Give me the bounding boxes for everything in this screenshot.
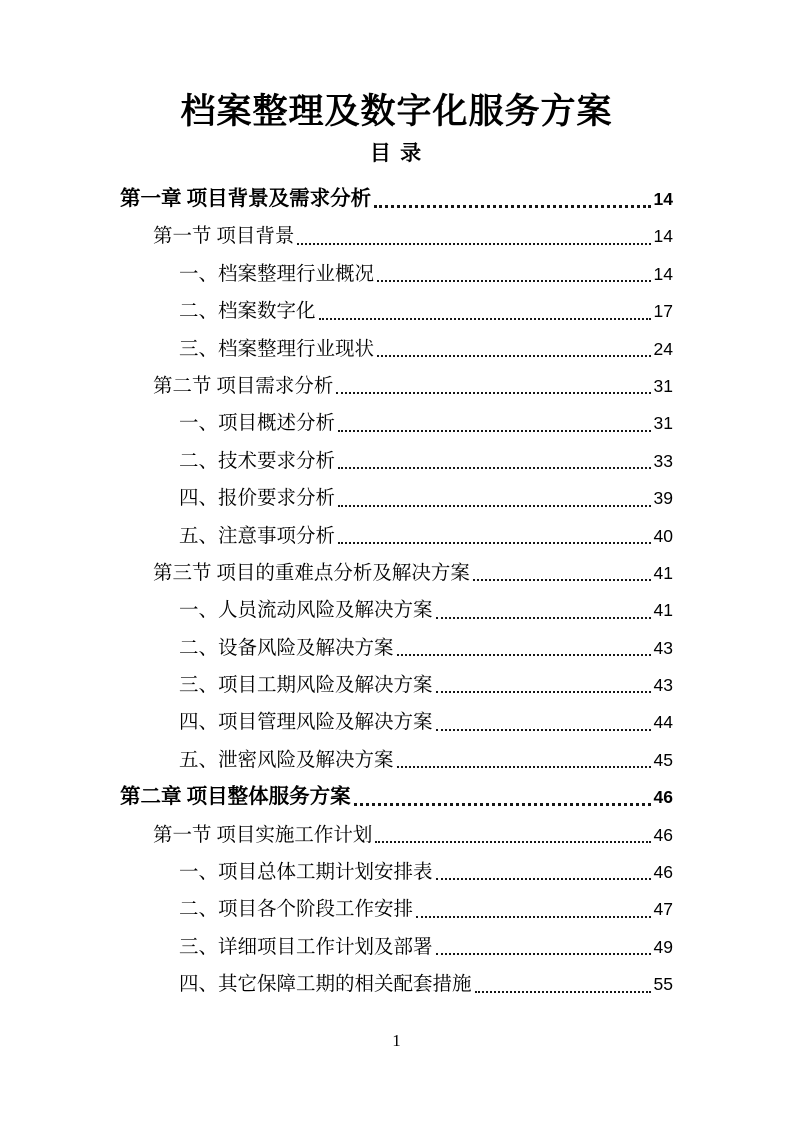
toc-entry-page: 33	[653, 450, 673, 471]
toc-leader-dots	[338, 542, 651, 544]
toc-leader-dots	[336, 392, 650, 394]
toc-entry-page: 47	[653, 899, 673, 920]
toc-entry-label: 第一章 项目背景及需求分析	[120, 188, 372, 210]
toc-entry-label: 第一节 项目背景	[153, 226, 295, 248]
toc-entry[interactable]	[120, 891, 673, 928]
toc-entry-page: 43	[653, 675, 673, 696]
toc-entry[interactable]	[120, 630, 673, 667]
toc-entry[interactable]	[120, 293, 673, 330]
toc-entry[interactable]	[120, 704, 673, 741]
toc-entry-page: 14	[653, 226, 673, 247]
toc-entry[interactable]	[120, 779, 673, 816]
toc-entry-label: 第二章 项目整体服务方案	[120, 786, 351, 809]
toc-entry-label: 一、人员流动风险及解决方案	[179, 600, 433, 622]
toc-entry-page: 14	[653, 263, 673, 284]
toc-entry[interactable]	[120, 443, 673, 480]
toc-leader-dots	[319, 318, 651, 320]
toc-entry-label: 第一节 项目实施工作计划	[153, 824, 373, 846]
toc-heading: 目 录	[369, 141, 424, 165]
toc-leader-dots	[377, 280, 651, 282]
toc-leader-dots	[436, 691, 651, 693]
toc-leader-dots	[397, 766, 651, 768]
toc-entry-label: 二、技术要求分析	[179, 450, 336, 472]
toc-entry[interactable]	[120, 854, 673, 891]
toc-entry[interactable]	[120, 368, 673, 405]
toc-entry-label: 四、其它保障工期的相关配套措施	[179, 974, 472, 996]
toc-entry[interactable]	[120, 742, 673, 779]
toc-entry-page: 46	[653, 824, 673, 845]
toc-entry-page: 14	[653, 189, 673, 209]
page-number: 1	[392, 1031, 401, 1050]
toc-entry-label: 第二节 项目需求分析	[153, 375, 334, 397]
table-of-contents	[120, 181, 673, 1004]
toc-leader-dots	[377, 355, 651, 357]
toc-entry-page: 44	[653, 712, 673, 733]
toc-entry[interactable]	[120, 592, 673, 629]
toc-entry-page: 31	[653, 375, 673, 396]
toc-entry-label: 一、项目总体工期计划安排表	[179, 862, 433, 884]
toc-entry[interactable]	[120, 181, 673, 218]
toc-entry-label: 二、档案数字化	[179, 301, 316, 323]
toc-entry-label: 二、项目各个阶段工作安排	[179, 899, 414, 921]
toc-entry[interactable]	[120, 667, 673, 704]
toc-leader-dots	[338, 467, 651, 469]
toc-entry-page: 40	[653, 525, 673, 546]
toc-leader-dots	[475, 991, 651, 993]
toc-entry[interactable]	[120, 218, 673, 255]
toc-leader-dots	[375, 841, 650, 843]
toc-entry[interactable]	[120, 555, 673, 592]
toc-entry[interactable]	[120, 966, 673, 1003]
toc-entry[interactable]	[120, 256, 673, 293]
document-title: 档案整理及数字化服务方案	[180, 92, 613, 131]
toc-entry-page: 41	[653, 600, 673, 621]
toc-entry-label: 三、项目工期风险及解决方案	[179, 675, 433, 697]
toc-entry[interactable]	[120, 817, 673, 854]
toc-entry-label: 四、项目管理风险及解决方案	[179, 712, 433, 734]
toc-entry-label: 二、设备风险及解决方案	[179, 637, 394, 659]
toc-entry-page: 39	[653, 488, 673, 509]
toc-entry-page: 46	[653, 862, 673, 883]
toc-entry-page: 41	[653, 562, 673, 583]
toc-entry[interactable]	[120, 929, 673, 966]
toc-entry[interactable]	[120, 331, 673, 368]
toc-entry[interactable]	[120, 518, 673, 555]
toc-entry-label: 三、详细项目工作计划及部署	[179, 936, 433, 958]
toc-entry-page: 24	[653, 338, 673, 359]
toc-entry-page: 55	[653, 974, 673, 995]
toc-entry-page: 31	[653, 413, 673, 434]
toc-leader-dots	[354, 803, 651, 806]
toc-entry-label: 第三节 项目的重难点分析及解决方案	[153, 562, 470, 584]
toc-leader-dots	[436, 617, 651, 619]
toc-leader-dots	[436, 953, 651, 955]
toc-leader-dots	[397, 654, 651, 656]
toc-leader-dots	[338, 505, 651, 507]
toc-leader-dots	[374, 205, 650, 208]
toc-leader-dots	[416, 916, 651, 918]
toc-leader-dots	[436, 878, 651, 880]
toc-entry-page: 45	[653, 749, 673, 770]
toc-entry[interactable]	[120, 405, 673, 442]
toc-leader-dots	[436, 729, 651, 731]
toc-entry-label: 五、泄密风险及解决方案	[179, 749, 394, 771]
toc-entry-label: 一、档案整理行业概况	[179, 263, 375, 285]
toc-entry-label: 一、项目概述分析	[179, 413, 336, 435]
toc-entry-page: 46	[653, 787, 673, 808]
toc-entry[interactable]	[120, 480, 673, 517]
toc-leader-dots	[297, 243, 650, 245]
toc-entry-label: 三、档案整理行业现状	[179, 338, 375, 360]
toc-entry-page: 49	[653, 936, 673, 957]
toc-entry-label: 五、注意事项分析	[179, 525, 336, 547]
toc-entry-page: 43	[653, 637, 673, 658]
toc-entry-label: 四、报价要求分析	[179, 488, 336, 510]
toc-leader-dots	[338, 430, 651, 432]
toc-entry-page: 17	[653, 301, 673, 322]
toc-leader-dots	[473, 579, 651, 581]
